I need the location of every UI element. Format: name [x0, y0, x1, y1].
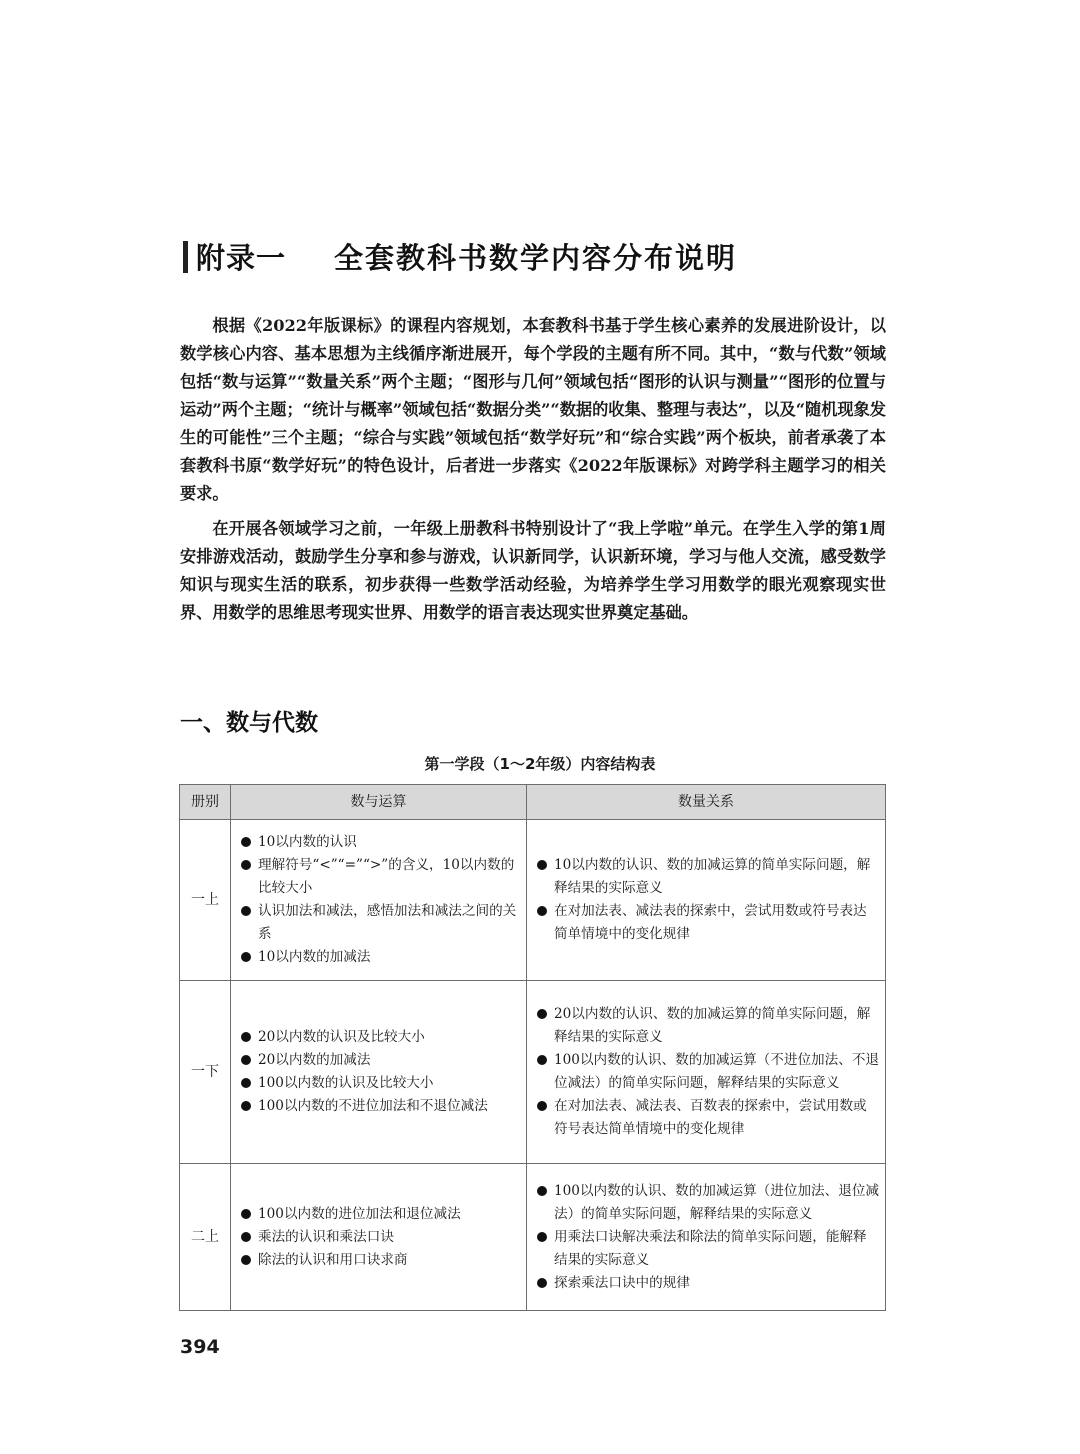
list-item: 100以内数的认识、数的加减运算（进位加法、退位减法）的简单实际问题，解释结果的实际意义 [536, 1180, 879, 1226]
list-item: 理解符号“<”“=”“>”的含义，10以内数的比较大小 [240, 854, 520, 900]
intro-paragraph-1: 根据《2022年版课标》的课程内容规划，本套教科书基于学生核心素养的发展进阶设计，以数学核心内容、基本思想为主线循序渐进展开，每个学段的主题有所不同。其中，“数与代数”领域包括“数与运算”“数量关系”两个主题；“图形与几何”领域包括“图形的认识与测量”“图形的位置与运动”两个主题；“统计与概率”领域包括“数据分类”“数据的收集、整理与表达”，以及“随机现象发生的可能性”三个主题；“综合与实践”领域包括“数学好玩”和“综合实践”两个板块，前者承袭了本套教科书原“数学好玩”的特色设计，后者进一步落实《2022年版课标》对跨学科主题学习的相关要求。 [180, 316, 886, 503]
appendix-title: 全套教科书数学内容分布说明 [334, 241, 738, 275]
grade-cell: 二上 [180, 1164, 231, 1311]
list-item: 100以内数的认识及比较大小 [240, 1072, 520, 1095]
relations-cell [527, 1164, 886, 1311]
list-item: 除法的认识和用口诀求商 [240, 1249, 520, 1272]
list-item: 10以内数的加减法 [240, 946, 520, 969]
list-item: 认识加法和减法，感悟加法和减法之间的关系 [240, 900, 520, 946]
heading-bar [183, 241, 188, 273]
header-quantity-relations: 数量关系 [527, 785, 886, 820]
list-item: 100以内数的不进位加法和不退位减法 [240, 1095, 520, 1118]
list-item: 乘法的认识和乘法口诀 [240, 1226, 520, 1249]
appendix-label: 附录一 [196, 241, 287, 275]
table-row [180, 981, 886, 1164]
list-item: 100以内数的认识、数的加减运算（不进位加法、不退位减法）的简单实际问题，解释结果的实际意义 [536, 1049, 879, 1095]
list-item: 20以内数的认识及比较大小 [240, 1026, 520, 1049]
list-item: 用乘法口诀解决乘法和除法的简单实际问题，能解释结果的实际意义 [536, 1226, 879, 1272]
header-grade: 册别 [180, 785, 231, 820]
list-item: 10以内数的认识、数的加减运算的简单实际问题，解释结果的实际意义 [536, 854, 879, 900]
list-item: 在对加法表、减法表的探索中，尝试用数或符号表达简单情境中的变化规律 [536, 900, 879, 946]
grade-cell: 一上 [180, 820, 231, 981]
list-item: 探索乘法口诀中的规律 [536, 1272, 879, 1295]
appendix-heading [183, 236, 737, 277]
content-structure-table [179, 784, 886, 1311]
list-item: 20以内数的认识、数的加减运算的简单实际问题，解释结果的实际意义 [536, 1003, 879, 1049]
list-item: 在对加法表、减法表、百数表的探索中，尝试用数或符号表达简单情境中的变化规律 [536, 1095, 879, 1141]
section-title: 一、数与代数 [180, 710, 318, 736]
operations-cell [231, 981, 527, 1164]
list-item: 100以内数的进位加法和退位减法 [240, 1203, 520, 1226]
table-row [180, 1164, 886, 1311]
relations-cell [527, 981, 886, 1164]
list-item: 20以内数的加减法 [240, 1049, 520, 1072]
relations-cell [527, 820, 886, 981]
grade-cell: 一下 [180, 981, 231, 1164]
list-item: 10以内数的认识 [240, 831, 520, 854]
intro-paragraph-2: 在开展各领域学习之前，一年级上册教科书特别设计了“我上学啦”单元。在学生入学的第1周安排游戏活动，鼓励学生分享和参与游戏，认识新同学，认识新环境，学习与他人交流，感受数学知识与现实生活的联系，初步获得一些数学活动经验，为培养学生学习用数学的眼光观察现实世界、用数学的思维思考现实世界、用数学的语言表达现实世界奠定基础。 [180, 519, 886, 622]
operations-cell [231, 1164, 527, 1311]
table-row [180, 820, 886, 981]
page-number: 394 [180, 1336, 220, 1358]
header-number-operations: 数与运算 [231, 785, 527, 820]
table-header-row [180, 785, 886, 820]
operations-cell [231, 820, 527, 981]
table-caption: 第一学段（1～2年级）内容结构表 [424, 755, 656, 773]
